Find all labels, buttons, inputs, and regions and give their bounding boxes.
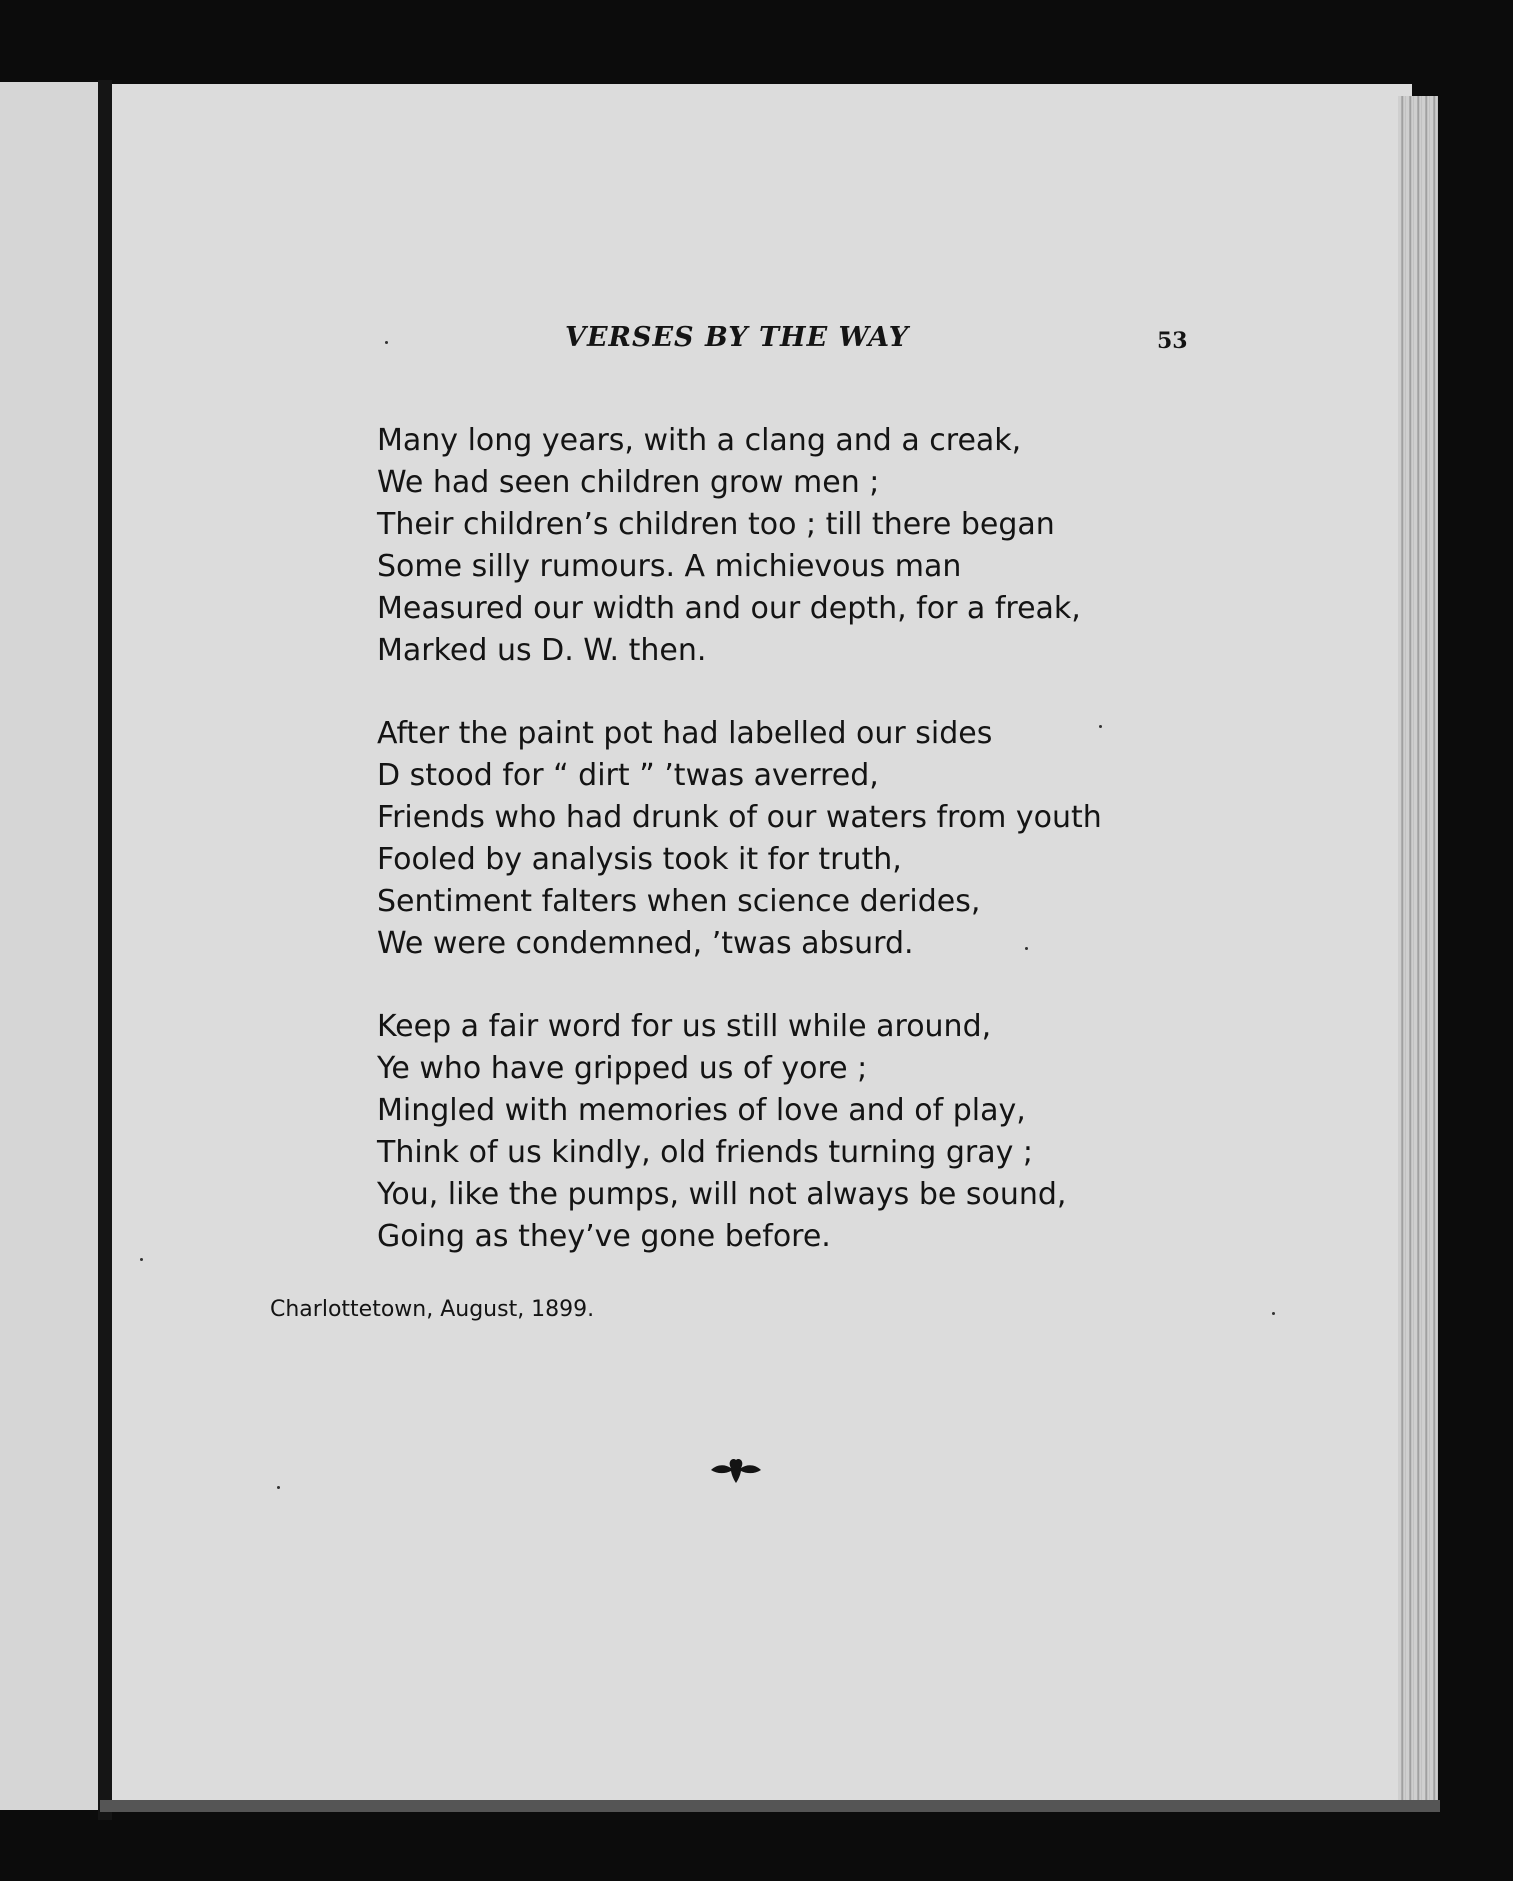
poem-line: Mingled with memories of love and of play,: [377, 1093, 1026, 1128]
print-speck: [140, 1258, 143, 1261]
print-speck: [277, 1486, 280, 1489]
poem: [377, 420, 1397, 1299]
stanza: [377, 420, 1397, 672]
dateline: Charlottetown, August, 1899.: [270, 1297, 595, 1322]
page-number: 53: [1157, 328, 1188, 354]
print-speck: [385, 341, 388, 344]
poem-line: Sentiment falters when science derides,: [377, 884, 981, 919]
poem-line: Some silly rumours. A michievous man: [377, 549, 962, 584]
print-speck: [1025, 947, 1028, 950]
poem-line: Keep a fair word for us still while around,: [377, 1009, 992, 1044]
print-speck: [1099, 725, 1102, 728]
page-bottom-shadow: [100, 1800, 1440, 1812]
poem-line: D stood for “ dirt ” ’twas averred,: [377, 758, 879, 793]
stanza: [377, 713, 1397, 965]
fleuron-icon: [709, 1456, 763, 1484]
poem-line: Marked us D. W. then.: [377, 633, 707, 668]
poem-line: Think of us kindly, old friends turning gray ;: [377, 1135, 1034, 1170]
poem-line: Their children’s children too ; till there began: [377, 507, 1055, 542]
poem-line: Fooled by analysis took it for truth,: [377, 842, 902, 877]
poem-line: After the paint pot had labelled our sides: [377, 716, 993, 751]
poem-line: Many long years, with a clang and a creak,: [377, 423, 1022, 458]
print-speck: [1272, 1312, 1275, 1315]
poem-line: Ye who have gripped us of yore ;: [377, 1051, 868, 1086]
poem-line: You, like the pumps, will not always be sound,: [377, 1177, 1067, 1212]
page-header: [0, 322, 1513, 362]
stanza: [377, 1006, 1397, 1258]
poem-line: Going as they’ve gone before.: [377, 1219, 831, 1254]
poem-line: We were condemned, ’twas absurd.: [377, 926, 914, 961]
poem-line: Measured our width and our depth, for a freak,: [377, 591, 1081, 626]
poem-line: We had seen children grow men ;: [377, 465, 880, 500]
poem-line: Friends who had drunk of our waters from youth: [377, 800, 1102, 835]
running-title: VERSES BY THE WAY: [565, 322, 910, 353]
